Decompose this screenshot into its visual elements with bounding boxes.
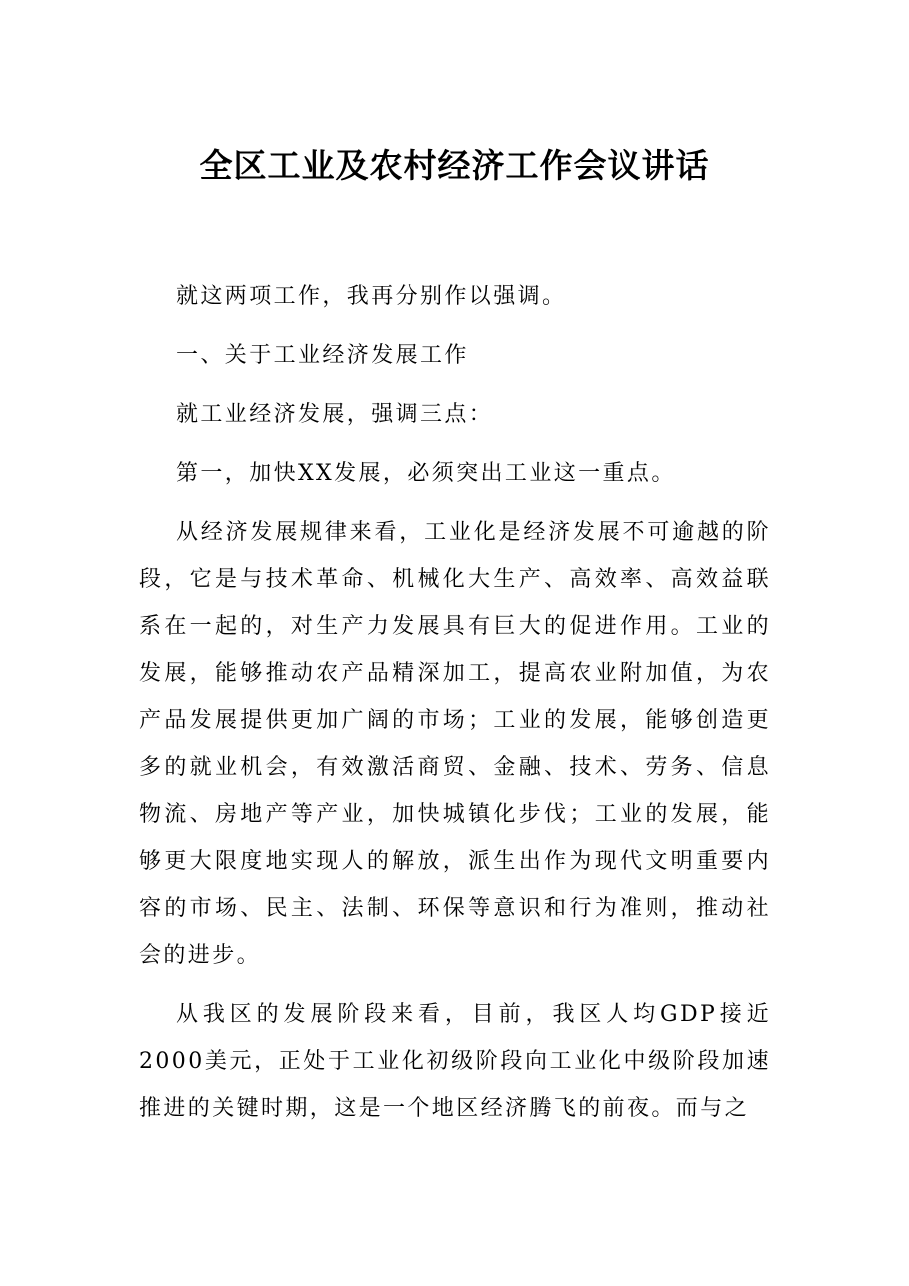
point-one-heading: 第一，加快XX发展，必须突出工业这一重点。 <box>176 461 676 486</box>
document-title: 全区工业及农村经济工作会议讲话 <box>199 146 710 185</box>
paragraph-economic-law: 从经济发展规律来看，工业化是经济发展不可逾越的阶段，它是与技术革命、机械化大生产、高效率、高效益联系在一起的，对生产力发展具有巨大的促进作用。工业的发展，能够推动农产品精深加工，提高农业附加值，为农产品发展提供更加广阔的市场；工业的发展，能够创造更多的就业机会，有效激活商贸、金融、技术、劳务、信息物流、房地产等产业，加快城镇化步伐；工业的发展，能够更大限度地实现人的解放，派生出作为现代文明重要内容的市场、民主、法制、环保等意识和行为准则，推动社会的进步。 <box>139 520 771 968</box>
document-body <box>139 273 771 1144</box>
section-heading-industry: 一、关于工业经济发展工作 <box>176 343 469 368</box>
paragraph-development-stage: 从我区的发展阶段来看，目前，我区人均GDP接近2000美元，正处于工业化初级阶段向工业化中级阶段加速推进的关键时期，这是一个地区经济腾飞的前夜。而与之 <box>139 1002 771 1121</box>
paragraph-intro: 就这两项工作，我再分别作以强调。 <box>176 284 567 309</box>
paragraph-three-points: 就工业经济发展，强调三点： <box>176 402 494 427</box>
